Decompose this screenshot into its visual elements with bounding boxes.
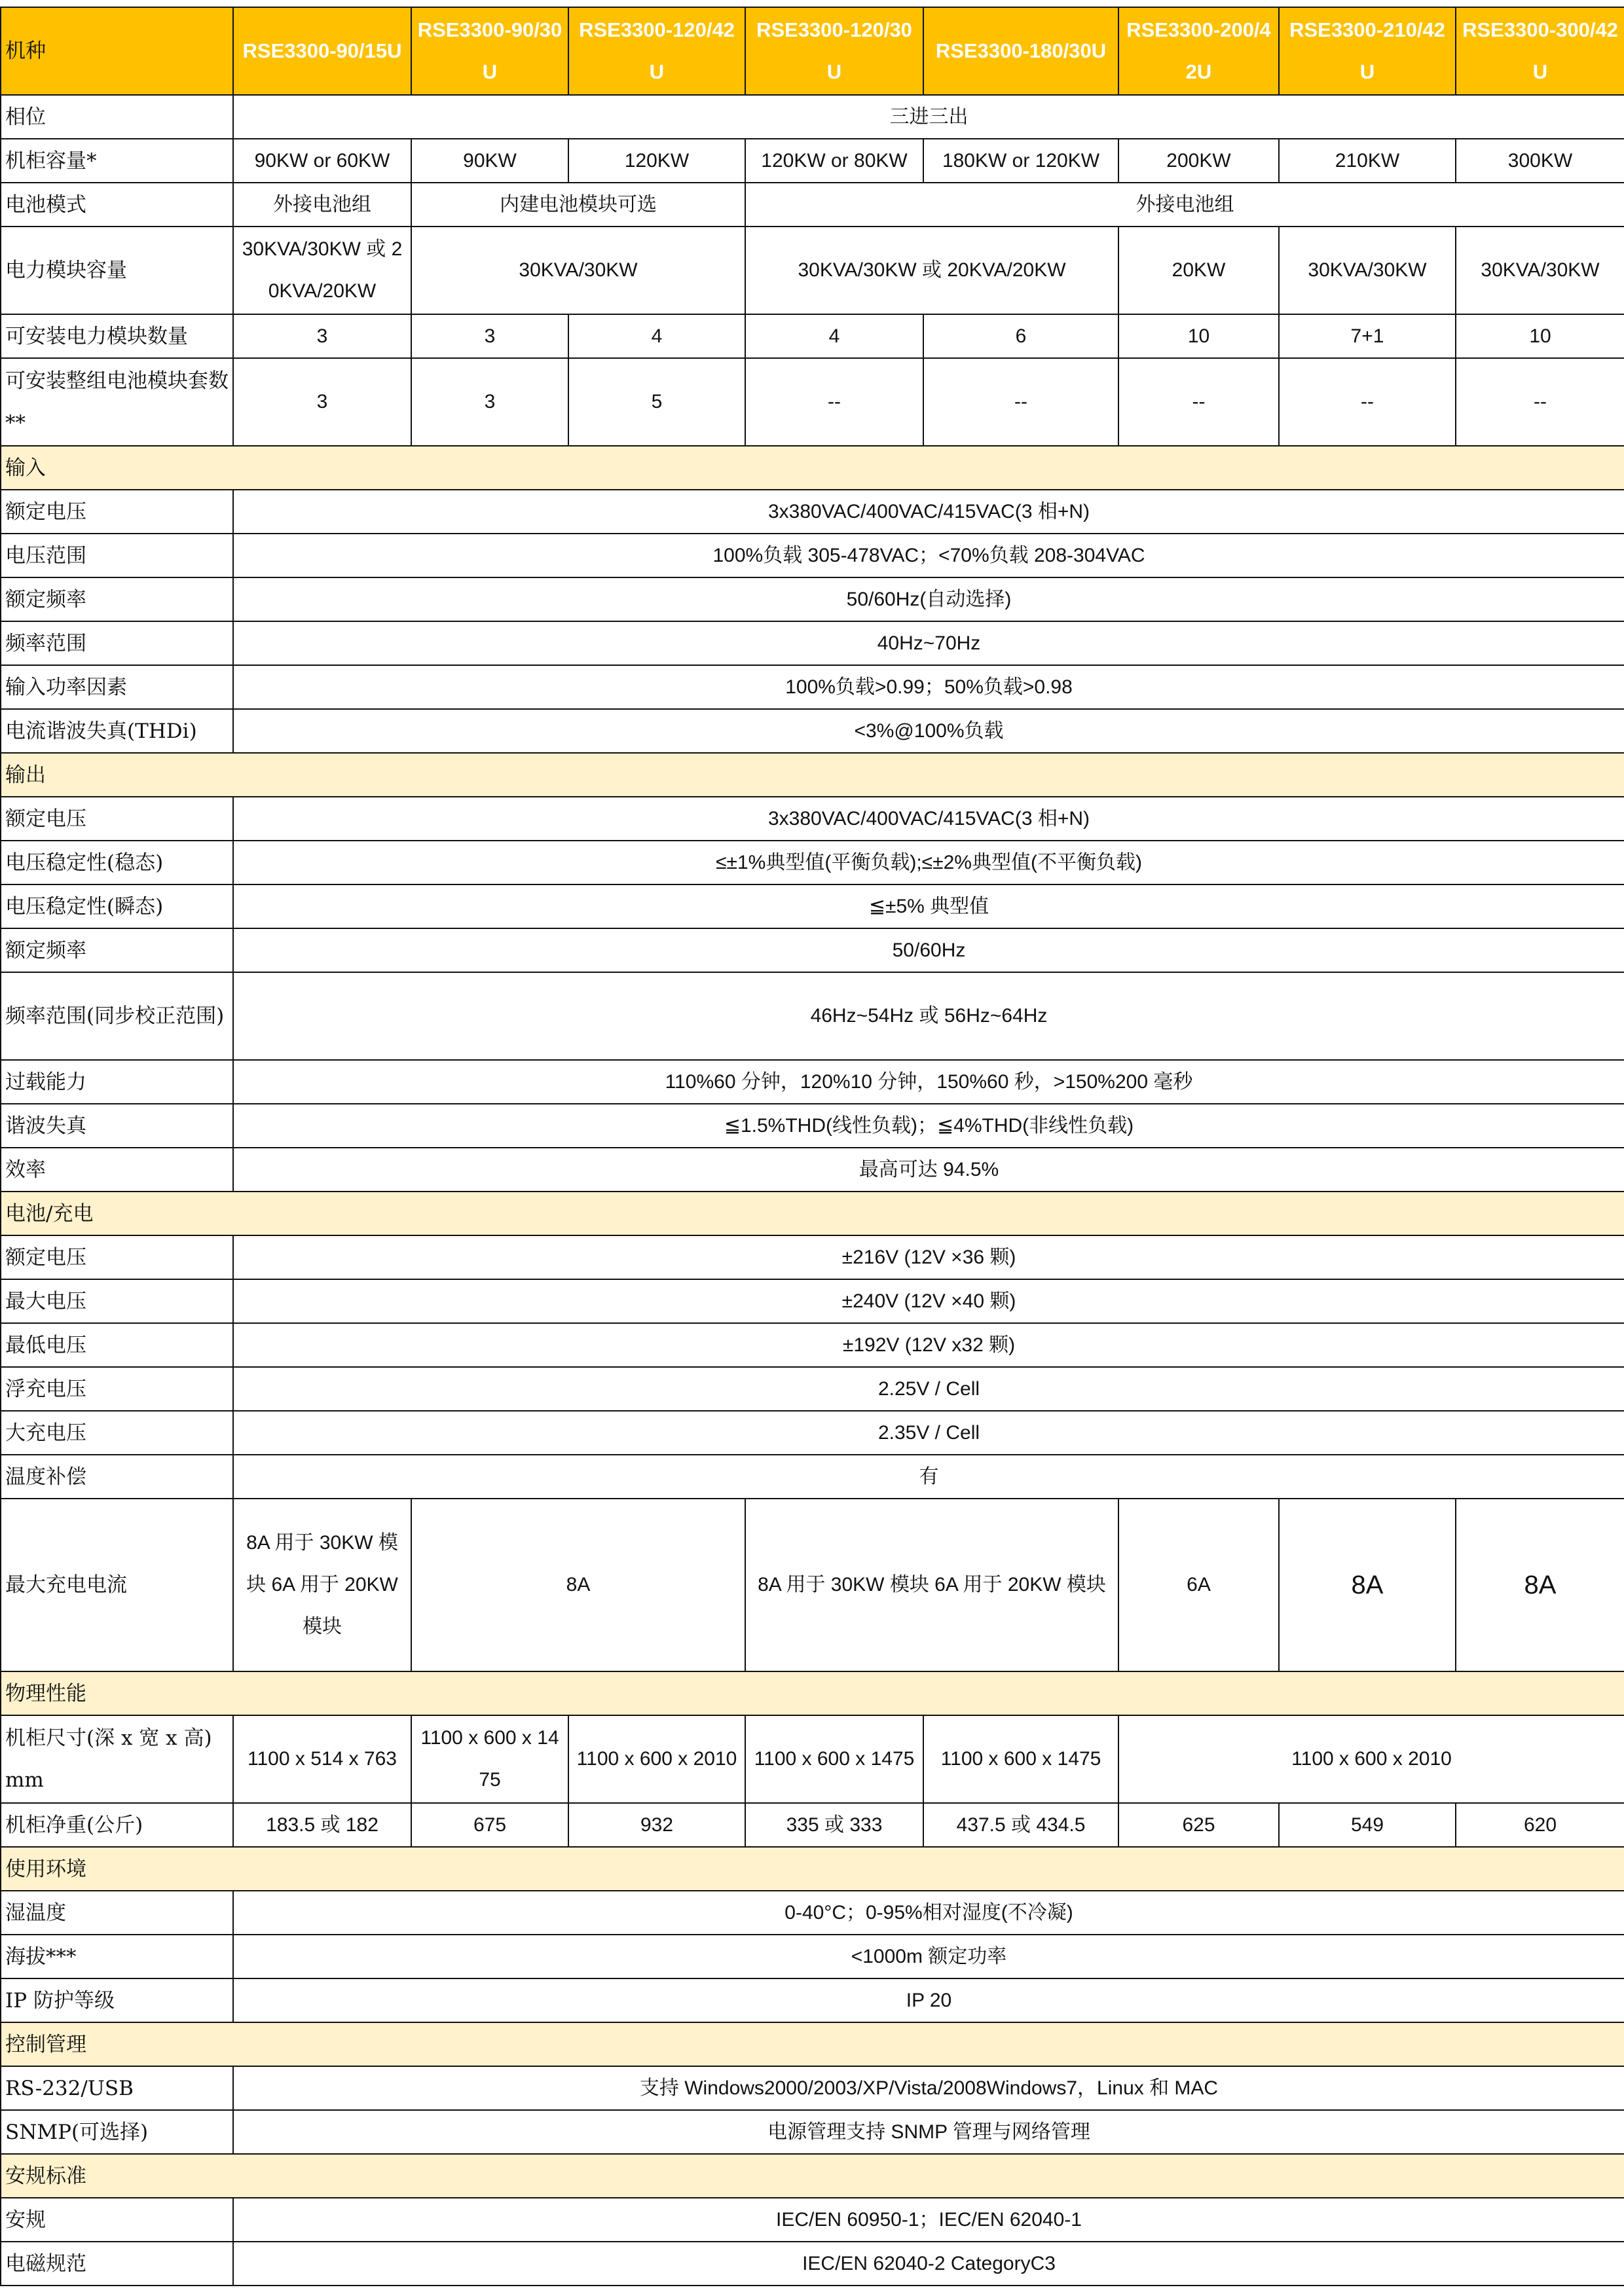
- row-value: 支持 Windows2000/2003/XP/Vista/2008Windows7，Linux 和 MAC: [233, 2066, 1624, 2110]
- model-header: RSE3300-200/42U: [1118, 7, 1279, 95]
- battery-sets-cell: --: [745, 358, 923, 446]
- section-input: [1, 446, 1624, 490]
- weight-row: [1, 1803, 1624, 1847]
- section-title: 控制管理: [1, 2022, 1624, 2066]
- row-value: <1000m 额定功率: [233, 1935, 1624, 1978]
- battery-sets-cell: 5: [568, 358, 745, 446]
- battery-sets-cell: --: [923, 358, 1118, 446]
- battery-mode-cell: 外接电池组: [233, 183, 411, 227]
- row-label: 最低电压: [1, 1323, 233, 1367]
- spec-row: [1, 1104, 1624, 1148]
- section-standards: [1, 2154, 1624, 2198]
- row-label: 额定频率: [1, 928, 233, 972]
- row-label: 机柜净重(公斤): [1, 1803, 233, 1847]
- row-label: 相位: [1, 95, 233, 139]
- row-value: 50/60Hz: [233, 928, 1624, 972]
- spec-row: [1, 665, 1624, 709]
- row-value: 46Hz~54Hz 或 56Hz~64Hz: [233, 972, 1624, 1060]
- row-value: ≦1.5%THD(线性负载)；≦4%THD(非线性负载): [233, 1104, 1624, 1148]
- section-title: 输出: [1, 753, 1624, 797]
- model-header: RSE3300-210/42U: [1279, 7, 1456, 95]
- row-value: 100%负载 305-478VAC；<70%负载 208-304VAC: [233, 534, 1624, 577]
- spec-row: [1, 1367, 1624, 1411]
- dimensions-cell: 1100 x 600 x 2010: [1118, 1715, 1624, 1803]
- weight-cell: 183.5 或 182: [233, 1803, 411, 1847]
- weight-cell: 335 或 333: [745, 1803, 923, 1847]
- row-value: <3%@100%负载: [233, 709, 1624, 753]
- battery-mode-cell: 内建电池模块可选: [411, 183, 745, 227]
- module-capacity-cell: 30KVA/30KW 或 20KVA/20KW: [233, 227, 411, 314]
- module-capacity-cell: 30KVA/30KW 或 20KVA/20KW: [745, 227, 1118, 314]
- weight-cell: 932: [568, 1803, 745, 1847]
- module-count-row: [1, 314, 1624, 358]
- model-header: RSE3300-120/30U: [745, 7, 923, 95]
- row-label: SNMP(可选择): [1, 2110, 233, 2154]
- row-label: 可安装电力模块数量: [1, 314, 233, 358]
- row-value: 2.35V / Cell: [233, 1411, 1624, 1455]
- weight-cell: 549: [1279, 1803, 1456, 1847]
- row-label: 安规: [1, 2198, 233, 2242]
- row-label: 机柜容量*: [1, 139, 233, 183]
- charge-current-cell: 8A 用于 30KW 模块 6A 用于 20KW 模块: [233, 1499, 411, 1671]
- capacity-cell: 90KW or 60KW: [233, 139, 411, 183]
- model-header: RSE3300-90/15U: [233, 7, 411, 95]
- charge-current-cell: 8A 用于 30KW 模块 6A 用于 20KW 模块: [745, 1499, 1118, 1671]
- battery-mode-row: [1, 183, 1624, 227]
- section-title: 安规标准: [1, 2154, 1624, 2198]
- row-value: 110%60 分钟，120%10 分钟，150%60 秒，>150%200 毫秒: [233, 1060, 1624, 1104]
- spec-row: [1, 1148, 1624, 1192]
- dimensions-cell: 1100 x 600 x 1475: [923, 1715, 1118, 1803]
- row-value: 有: [233, 1455, 1624, 1499]
- spec-row: [1, 2198, 1624, 2242]
- battery-sets-cell: 3: [411, 358, 568, 446]
- row-label: 谐波失真: [1, 1104, 233, 1148]
- battery-sets-cell: --: [1279, 358, 1456, 446]
- module-count-cell: 3: [411, 314, 568, 358]
- row-value: IP 20: [233, 1978, 1624, 2022]
- battery-mode-cell: 外接电池组: [745, 183, 1624, 227]
- capacity-cell: 120KW or 80KW: [745, 139, 923, 183]
- capacity-row: [1, 139, 1624, 183]
- charge-current-cell: 8A: [1456, 1499, 1624, 1671]
- spec-row: [1, 534, 1624, 577]
- row-value: ±240V (12V ×40 颗): [233, 1279, 1624, 1323]
- row-label: 电池模式: [1, 183, 233, 227]
- row-label: 电力模块容量: [1, 227, 233, 314]
- row-value: IEC/EN 62040-2 CategoryC3: [233, 2242, 1624, 2286]
- row-label: 额定电压: [1, 1235, 233, 1279]
- spec-row: [1, 884, 1624, 928]
- capacity-cell: 300KW: [1456, 139, 1624, 183]
- row-value: ≦±5% 典型值: [233, 884, 1624, 928]
- section-title: 输入: [1, 446, 1624, 490]
- header-row: [1, 7, 1624, 95]
- row-label: 电磁规范: [1, 2242, 233, 2286]
- row-value: ±192V (12V x32 颗): [233, 1323, 1624, 1367]
- spec-row: [1, 2110, 1624, 2154]
- row-value: 50/60Hz(自动选择): [233, 577, 1624, 621]
- battery-sets-cell: --: [1118, 358, 1279, 446]
- spec-row: [1, 841, 1624, 884]
- row-label: 额定频率: [1, 577, 233, 621]
- row-value: 100%负载>0.99；50%负载>0.98: [233, 665, 1624, 709]
- spec-row: [1, 490, 1624, 534]
- row-label: 输入功率因素: [1, 665, 233, 709]
- row-label: 频率范围: [1, 621, 233, 665]
- row-label: 海拔***: [1, 1935, 233, 1978]
- spec-row: [1, 709, 1624, 753]
- row-label: 效率: [1, 1148, 233, 1192]
- charge-current-cell: 6A: [1118, 1499, 1279, 1671]
- battery-sets-cell: 3: [233, 358, 411, 446]
- module-capacity-row: [1, 227, 1624, 314]
- spec-row: [1, 621, 1624, 665]
- spec-row: [1, 1935, 1624, 1978]
- model-header: RSE3300-120/42U: [568, 7, 745, 95]
- row-label: 额定电压: [1, 797, 233, 841]
- capacity-cell: 120KW: [568, 139, 745, 183]
- dimensions-cell: 1100 x 514 x 763: [233, 1715, 411, 1803]
- section-environment: [1, 1847, 1624, 1891]
- module-count-cell: 7+1: [1279, 314, 1456, 358]
- module-count-cell: 3: [233, 314, 411, 358]
- spec-row: [1, 1323, 1624, 1367]
- row-label: RS-232/USB: [1, 2066, 233, 2110]
- row-label: 大充电压: [1, 1411, 233, 1455]
- module-capacity-cell: 30KVA/30KW: [411, 227, 745, 314]
- section-title: 使用环境: [1, 1847, 1624, 1891]
- row-value: IEC/EN 60950-1；IEC/EN 62040-1: [233, 2198, 1624, 2242]
- module-count-cell: 6: [923, 314, 1118, 358]
- row-label: 电压范围: [1, 534, 233, 577]
- section-title: 物理性能: [1, 1671, 1624, 1715]
- row-label: 额定电压: [1, 490, 233, 534]
- section-battery: [1, 1192, 1624, 1235]
- spec-row: [1, 2066, 1624, 2110]
- capacity-cell: 210KW: [1279, 139, 1456, 183]
- row-label: 最大充电电流: [1, 1499, 233, 1671]
- section-title: 电池/充电: [1, 1192, 1624, 1235]
- spec-row: [1, 1891, 1624, 1935]
- module-count-cell: 10: [1118, 314, 1279, 358]
- phase-row: [1, 95, 1624, 139]
- spec-row: [1, 972, 1624, 1060]
- spec-row: [1, 1978, 1624, 2022]
- model-header: RSE3300-90/30U: [411, 7, 568, 95]
- spec-row: [1, 797, 1624, 841]
- row-value: 3x380VAC/400VAC/415VAC(3 相+N): [233, 490, 1624, 534]
- phase-value: 三进三出: [233, 95, 1624, 139]
- charge-current-cell: 8A: [1279, 1499, 1456, 1671]
- dimensions-cell: 1100 x 600 x 1475: [411, 1715, 568, 1803]
- row-label: 可安装整组电池模块套数**: [1, 358, 233, 446]
- row-label: 最大电压: [1, 1279, 233, 1323]
- row-label: 浮充电压: [1, 1367, 233, 1411]
- row-label: 过载能力: [1, 1060, 233, 1104]
- row-label: 电流谐波失真(THDi): [1, 709, 233, 753]
- spec-row: [1, 1060, 1624, 1104]
- dimensions-cell: 1100 x 600 x 2010: [568, 1715, 745, 1803]
- row-value: 40Hz~70Hz: [233, 621, 1624, 665]
- row-value: 电源管理支持 SNMP 管理与网络管理: [233, 2110, 1624, 2154]
- dimensions-row: [1, 1715, 1624, 1803]
- model-header: RSE3300-180/30U: [923, 7, 1118, 95]
- row-value: 最高可达 94.5%: [233, 1148, 1624, 1192]
- row-label: 湿温度: [1, 1891, 233, 1935]
- section-control: [1, 2022, 1624, 2066]
- spec-row: [1, 2242, 1624, 2286]
- capacity-cell: 90KW: [411, 139, 568, 183]
- row-value: 3x380VAC/400VAC/415VAC(3 相+N): [233, 797, 1624, 841]
- model-label: 机种: [1, 7, 233, 95]
- section-physical: [1, 1671, 1624, 1715]
- row-label: 频率范围(同步校正范围): [1, 972, 233, 1060]
- spec-sheet: [0, 7, 1624, 2285]
- spec-row: [1, 1279, 1624, 1323]
- module-count-cell: 4: [745, 314, 923, 358]
- row-label: 电压稳定性(瞬态): [1, 884, 233, 928]
- weight-cell: 620: [1456, 1803, 1624, 1847]
- weight-cell: 625: [1118, 1803, 1279, 1847]
- row-label: 电压稳定性(稳态): [1, 841, 233, 884]
- spec-table: [0, 7, 1624, 2286]
- module-count-cell: 4: [568, 314, 745, 358]
- battery-sets-cell: --: [1456, 358, 1624, 446]
- row-label: 机柜尺寸(深 x 宽 x 高)mm: [1, 1715, 233, 1803]
- row-value: 2.25V / Cell: [233, 1367, 1624, 1411]
- row-label: 温度补偿: [1, 1455, 233, 1499]
- model-header: RSE3300-300/42U: [1456, 7, 1624, 95]
- capacity-cell: 200KW: [1118, 139, 1279, 183]
- charge-current-cell: 8A: [411, 1499, 745, 1671]
- weight-cell: 437.5 或 434.5: [923, 1803, 1118, 1847]
- spec-row: [1, 1455, 1624, 1499]
- weight-cell: 675: [411, 1803, 568, 1847]
- row-value: ±216V (12V ×36 颗): [233, 1235, 1624, 1279]
- section-output: [1, 753, 1624, 797]
- module-count-cell: 10: [1456, 314, 1624, 358]
- row-value: ≤±1%典型值(平衡负载);≤±2%典型值(不平衡负载): [233, 841, 1624, 884]
- battery-sets-row: [1, 358, 1624, 446]
- capacity-cell: 180KW or 120KW: [923, 139, 1118, 183]
- spec-row: [1, 577, 1624, 621]
- module-capacity-cell: 20KW: [1118, 227, 1279, 314]
- spec-row: [1, 1235, 1624, 1279]
- dimensions-cell: 1100 x 600 x 1475: [745, 1715, 923, 1803]
- spec-row: [1, 928, 1624, 972]
- charge-current-row: [1, 1499, 1624, 1671]
- spec-row: [1, 1411, 1624, 1455]
- row-label: IP 防护等级: [1, 1978, 233, 2022]
- module-capacity-cell: 30KVA/30KW: [1279, 227, 1456, 314]
- module-capacity-cell: 30KVA/30KW: [1456, 227, 1624, 314]
- row-value: 0-40°C；0-95%相对湿度(不冷凝): [233, 1891, 1624, 1935]
